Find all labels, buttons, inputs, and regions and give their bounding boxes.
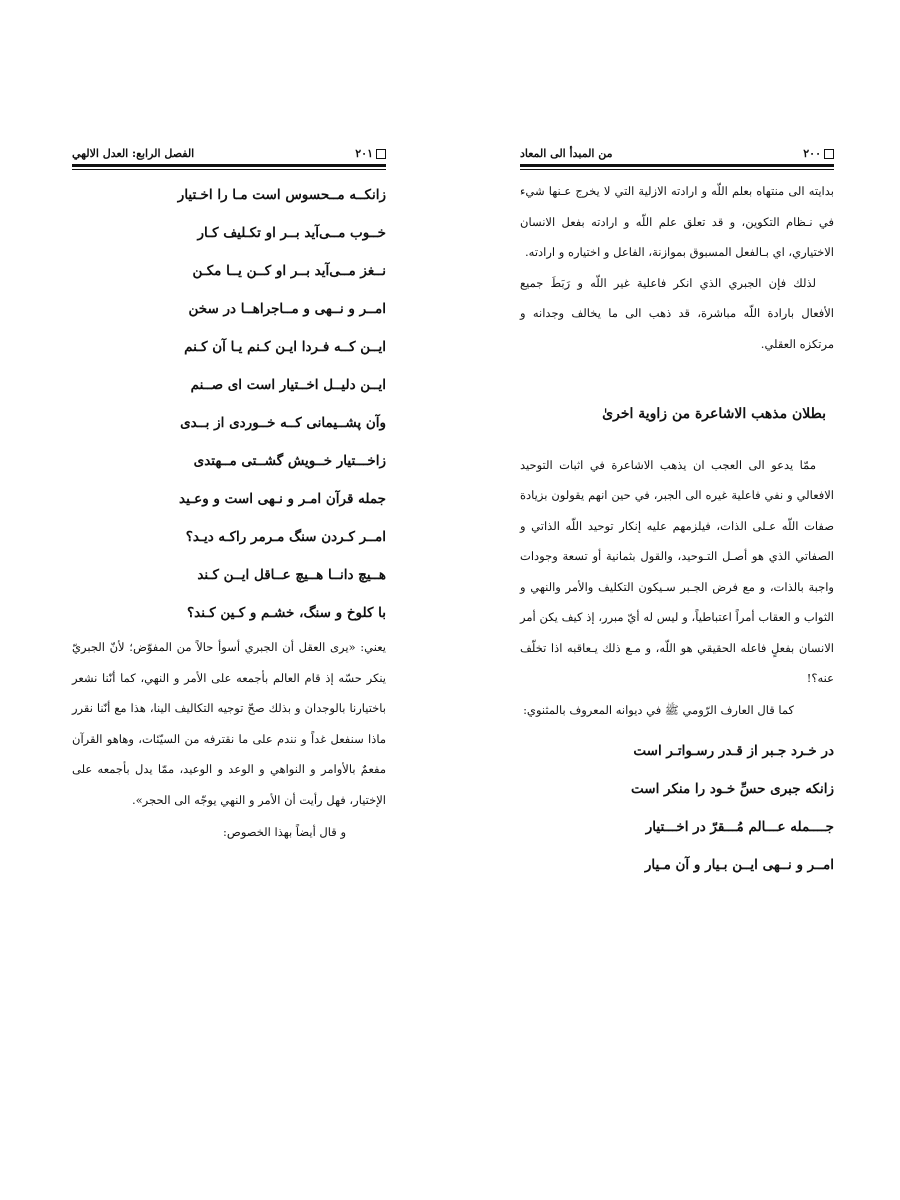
verse-line: امــر و نــهى ايــن بـيار و آن مـيار <box>644 856 834 873</box>
page-201 <box>72 140 386 1140</box>
header-rule-thick <box>520 164 834 167</box>
verse-line: ايــن كــه فـردا ايـن كـنم يـا آن كـنم <box>184 339 386 355</box>
verse-line: امــر كـردن سنگ مـرمر راكـه ديـد؟ <box>185 529 386 545</box>
verse-line: ايــن دليــل اخــتيار است اى صــنم <box>190 377 386 393</box>
section-paragraph: ممّا يدعو الى العجب ان يذهب الاشاعرة في اثبات التوحيد الافعالي و نفي فاعلية غيره الى الجبر، في حين انهم يقولون بزيادة صفات اللّه عـلى الذات، فيلزمهم عليه إنكار توحيد اللّه الذاتي و الصفاتي الذي هو أصـل التـوحيد، والقول بثمانية أو تسعة وجودات واجبة بالذات، و مع فرض الجـبر سـيكون التكليف والأمر والنهي و الثواب و العقاب أمراً اعتباطياً، و ليس له أيّ مبرر، إذ كيف يكن أمر الانسان بفعلٍ فاعله الحقيقي هو اللّه، و مـع ذلك يـعاقبه اذا تخلّف عنه؟! <box>520 457 834 685</box>
page-number-box-icon <box>824 149 834 159</box>
page-200 <box>520 140 834 1140</box>
paragraph-1: بدايته الى منتهاه بعلم اللّه و ارادته الازلية التي لا يخرج عـنها شيء في نـظام التكوين، و قد تعلق علم اللّه و ارادته بفعل الانسان الاختياري، اي بـالفعل المسبوق بموازنة، الفاعل و اختياره و ارادته. <box>520 184 834 259</box>
paragraph-2: لذلك فإن الجبري الذي انكر فاعلية غير اللّه و رَبَطَ جميع الأفعال بارادة اللّه مباشرة، قد ذهب الى ما يخالف وجدانه و مرتكزه العقلي. <box>520 275 834 351</box>
verse-line: جــــمله عـــالم مُـــقرّ در اخـــتيار <box>645 818 834 835</box>
page-header <box>520 140 834 160</box>
verse-line: در خـرد جـبر از قـدر رسـواتـر است <box>633 742 834 759</box>
poem-verses <box>520 732 834 884</box>
verse-line: زانكــه مــحسوس است مـا را اخـتيار <box>177 187 386 203</box>
verse-line: نــغز مــى‌آيد بــر او كــن يــا مكـن <box>192 263 386 279</box>
header-rule-thin <box>520 169 834 170</box>
page-number-box-icon <box>376 149 386 159</box>
verse-line: جمله قرآن امـر و نـهى است و وعـيد <box>179 491 386 507</box>
closing-line: و قال أيضاً بهذا الخصوص: <box>223 825 346 839</box>
commentary-paragraph: يعني: «يرى العقل أن الجبري أسوأ حالاً من المفوّض؛ لأنّ الجبريّ ينكر حسّه إذ قام العالم بأجمعه على الأمر و النهي، كما أنّنا نشعر باختيارنا بالوجدان و بذلك صحّ توجيه التكاليف الينا، هذا مع أنّنا نقرر ماذا سنفعل غداً و نندم على ما نقترفه من السيّئات، وهاهو القرآن مفعمٌ بالأوامر و النواهي و الوعد و الوعيد، ممّا يدل بأجمعه على الإختيار، فهل رأيت أن الأمر و النهي يوجّه الى الحجر». <box>72 640 386 807</box>
verse-line: هــيچ دانــا هــيچ عــاقل ايــن كـند <box>197 567 386 583</box>
verse-line: خــوب مــى‌آيد بــر او تكـليف كـار <box>197 225 386 241</box>
page-number: ٢٠١ <box>355 147 386 160</box>
section-heading: بطلان مذهب الاشاعرة من زاوية اخرىٰ <box>602 406 826 422</box>
verse-line: زانكه جبرى حسِّ خـود را منكر است <box>631 780 834 797</box>
header-rule-thin <box>72 169 386 170</box>
verse-line: وآن پشــيمانى كــه خــوردى از بــدى <box>180 415 386 431</box>
poem-verses <box>72 176 386 632</box>
running-head: الفصل الرابع: العدل الالهي <box>72 147 195 160</box>
page-number: ٢٠٠ <box>803 147 834 160</box>
running-head: من المبدأ الى المعاد <box>520 147 613 160</box>
page-header <box>72 140 386 160</box>
page-content <box>520 176 834 726</box>
verse-line: امــر و نــهى و مــاجراهــا در سخن <box>188 301 386 317</box>
verse-line: زاخـــتيار خــويش گشــتى مــهتدى <box>193 453 386 469</box>
commentary-block <box>72 632 386 849</box>
poem-intro-line: كما قال العارف الرّومي ﷺ في ديوانه المعروف بالمثنوي: <box>523 702 794 717</box>
header-rule-thick <box>72 164 386 167</box>
verse-line: با كلوخ و سنگ، خشـم و كـين كـند؟ <box>187 605 386 621</box>
